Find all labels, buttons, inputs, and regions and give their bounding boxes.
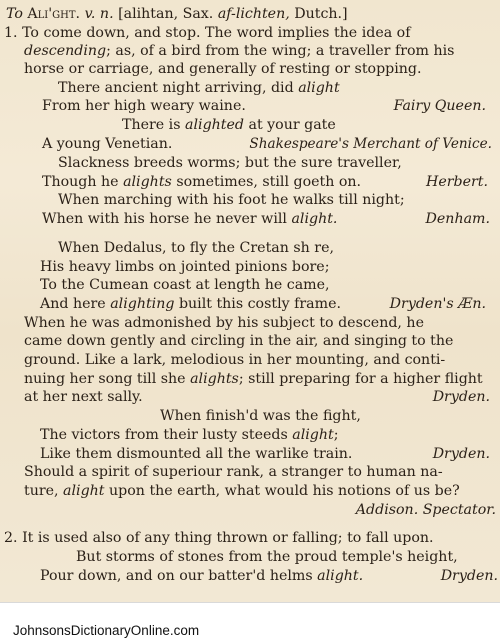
part-of-speech: v. n. (84, 6, 114, 22)
quote-8-source: Addison. Spectator. (355, 502, 496, 518)
entry-header (6, 6, 348, 23)
quote-7-line-1: When finish'd was the fight, (160, 408, 361, 424)
quote-6-line-1: When he was admonished by his subject to descend, he (24, 315, 424, 331)
sense-1-number: 1. (4, 25, 18, 41)
headword-prefix: To (6, 6, 23, 22)
quote-8-line-1: Should a spirit of superiour rank, a stranger to human na- (24, 464, 443, 480)
quote-5-line-3: To the Cumean coast at length he came, (40, 277, 330, 293)
sense-1-line-2: descending; as, of a bird from the wing; a traveller from his (24, 43, 455, 59)
quote-8-line-2: ture, alight upon the earth, what would his notions of us be? (24, 483, 460, 499)
etymology-italic: af-lichten, (217, 6, 290, 22)
quote-5-line-2: His heavy limbs on jointed pinions bore; (40, 259, 330, 275)
quote-7-line-2: The victors from their lusty steeds alight; (40, 427, 339, 443)
site-credit-link[interactable]: JohnsonsDictionaryOnline.com (13, 623, 200, 638)
quote-1-line-2: From her high weary waine. (42, 98, 246, 114)
sense-2-number: 2. (4, 530, 18, 546)
quote-7-source: Dryden. (432, 446, 490, 462)
quote-2-line-2: A young Venetian. (42, 136, 173, 152)
quote-5-source: Dryden's Æn. (389, 296, 486, 312)
quote-3-line-2: Though he alights sometimes, still goeth on. (42, 174, 362, 190)
etymology-end: Dutch.] (294, 6, 348, 22)
quote-4-source: Denham. (425, 211, 490, 227)
quote-3-source: Herbert. (425, 174, 488, 190)
headword: Ali'ght. (27, 6, 81, 22)
quote-6-line-3: ground. Like a lark, melodious in her mounting, and conti- (24, 352, 446, 368)
sense-2-quote-line-1: But storms of stones from the proud temple's height, (76, 549, 458, 565)
sense-2-quote-source: Dryden. (440, 568, 498, 584)
quote-6-line-4: nuing her song till she alights; still preparing for a higher flight (24, 371, 483, 387)
etymology: [alihtan, Sax. (118, 6, 214, 22)
quote-1-line-1: There ancient night arriving, did alight (58, 80, 340, 96)
quote-6-source: Dryden. (432, 389, 490, 405)
site-footer (0, 602, 500, 642)
quote-5-line-4: And here alighting built this costly frame. (40, 296, 341, 312)
quote-6-line-2: came down gently and circling in the air, and singing to the (24, 333, 454, 349)
sense-1-line-1: 1. To come down, and stop. The word implies the idea of (4, 25, 411, 41)
quote-1-source: Fairy Queen. (393, 98, 486, 114)
quote-2-line-1: There is alighted at your gate (122, 117, 336, 133)
quote-3-line-1: Slackness breeds worms; but the sure traveller, (58, 155, 402, 171)
quote-5-line-1: When Dedalus, to fly the Cretan sh re, (58, 240, 334, 256)
quote-2-source: Shakespeare's Merchant of Venice. (249, 136, 492, 152)
quote-6-line-5: at her next sally. (24, 389, 143, 405)
quote-4-line-2: When with his horse he never will alight. (42, 211, 338, 227)
quote-7-line-3: Like them dismounted all the warlike train. (40, 446, 353, 462)
sense-1-line-3: horse or carriage, and generally of resting or stopping. (24, 61, 422, 77)
sense-2-line-1: 2. It is used also of any thing thrown or falling; to fall upon. (4, 530, 434, 546)
quote-4-line-1: When marching with his foot he walks till night; (58, 192, 405, 208)
sense-2-quote-line-2: Pour down, and on our batter'd helms alight. (40, 568, 364, 584)
